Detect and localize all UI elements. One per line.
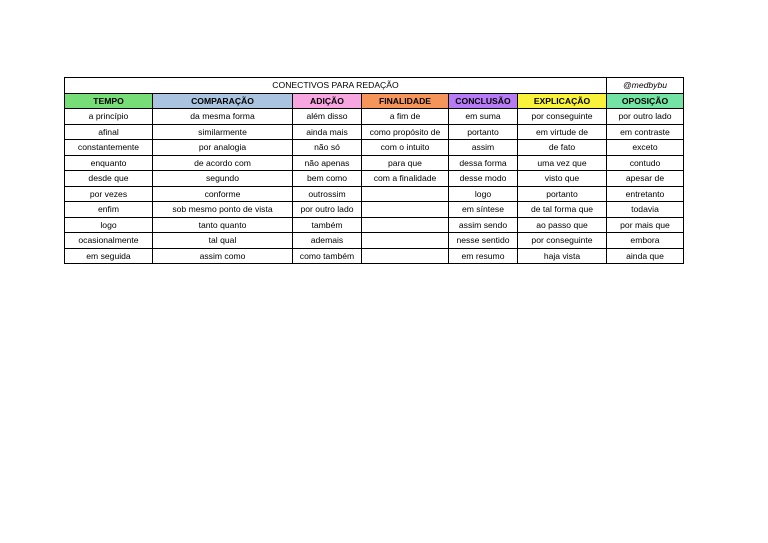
connective-cell-conclusao: nesse sentido <box>449 233 518 249</box>
connective-cell-tempo: ocasionalmente <box>65 233 153 249</box>
connective-cell-conclusao: logo <box>449 186 518 202</box>
connective-cell-finalidade <box>362 217 449 233</box>
connective-cell-tempo: afinal <box>65 124 153 140</box>
connective-cell-adicao: não só <box>293 140 362 156</box>
table-row <box>65 217 684 233</box>
connective-cell-conclusao: assim <box>449 140 518 156</box>
connective-cell-comparacao: tanto quanto <box>153 217 293 233</box>
connective-cell-explicacao: haja vista <box>518 248 607 264</box>
connective-cell-explicacao: por conseguinte <box>518 233 607 249</box>
connective-cell-explicacao: portanto <box>518 186 607 202</box>
connective-cell-conclusao: portanto <box>449 124 518 140</box>
connective-cell-tempo: em seguida <box>65 248 153 264</box>
table-row <box>65 124 684 140</box>
connective-cell-adicao: por outro lado <box>293 202 362 218</box>
connective-cell-comparacao: sob mesmo ponto de vista <box>153 202 293 218</box>
category-header-row <box>65 93 684 109</box>
connective-cell-conclusao: em suma <box>449 109 518 125</box>
column-header-conclusao: CONCLUSÃO <box>449 93 518 109</box>
connective-cell-conclusao: dessa forma <box>449 155 518 171</box>
connective-cell-adicao: além disso <box>293 109 362 125</box>
connective-cell-oposicao: entretanto <box>607 186 684 202</box>
column-header-explicacao: EXPLICAÇÃO <box>518 93 607 109</box>
connective-cell-conclusao: assim sendo <box>449 217 518 233</box>
connective-cell-tempo: por vezes <box>65 186 153 202</box>
connective-cell-oposicao: embora <box>607 233 684 249</box>
connective-cell-adicao: como também <box>293 248 362 264</box>
table-row <box>65 202 684 218</box>
connective-cell-oposicao: exceto <box>607 140 684 156</box>
connective-cell-adicao: também <box>293 217 362 233</box>
connective-cell-tempo: enfim <box>65 202 153 218</box>
table-row <box>65 140 684 156</box>
author-handle: @medbybu <box>607 78 684 94</box>
table-row <box>65 233 684 249</box>
table-row <box>65 109 684 125</box>
connective-cell-finalidade <box>362 248 449 264</box>
column-header-finalidade: FINALIDADE <box>362 93 449 109</box>
table-row <box>65 186 684 202</box>
connective-cell-explicacao: por conseguinte <box>518 109 607 125</box>
connectives-table <box>64 77 684 264</box>
connective-cell-conclusao: em resumo <box>449 248 518 264</box>
connective-cell-adicao: ademais <box>293 233 362 249</box>
connective-cell-finalidade <box>362 233 449 249</box>
column-header-tempo: TEMPO <box>65 93 153 109</box>
connective-cell-tempo: logo <box>65 217 153 233</box>
connective-cell-explicacao: de fato <box>518 140 607 156</box>
connective-cell-adicao: outrossim <box>293 186 362 202</box>
table-title: CONECTIVOS PARA REDAÇÃO <box>65 78 607 94</box>
connective-cell-conclusao: desse modo <box>449 171 518 187</box>
connective-cell-finalidade: com a finalidade <box>362 171 449 187</box>
connective-cell-oposicao: ainda que <box>607 248 684 264</box>
connective-cell-explicacao: visto que <box>518 171 607 187</box>
connective-cell-oposicao: apesar de <box>607 171 684 187</box>
connective-cell-conclusao: em síntese <box>449 202 518 218</box>
connective-cell-finalidade: para que <box>362 155 449 171</box>
table-body <box>65 109 684 264</box>
connective-cell-explicacao: uma vez que <box>518 155 607 171</box>
connective-cell-comparacao: de acordo com <box>153 155 293 171</box>
connective-cell-explicacao: de tal forma que <box>518 202 607 218</box>
table-row <box>65 171 684 187</box>
connective-cell-explicacao: em virtude de <box>518 124 607 140</box>
connective-cell-finalidade: como propósito de <box>362 124 449 140</box>
title-row <box>65 78 684 94</box>
column-header-adicao: ADIÇÃO <box>293 93 362 109</box>
connective-cell-oposicao: por mais que <box>607 217 684 233</box>
connective-cell-tempo: desde que <box>65 171 153 187</box>
connective-cell-comparacao: da mesma forma <box>153 109 293 125</box>
connective-cell-adicao: não apenas <box>293 155 362 171</box>
table-row <box>65 248 684 264</box>
connective-cell-comparacao: tal qual <box>153 233 293 249</box>
connective-cell-finalidade <box>362 202 449 218</box>
connective-cell-explicacao: ao passo que <box>518 217 607 233</box>
column-header-comparacao: COMPARAÇÃO <box>153 93 293 109</box>
connective-cell-oposicao: todavia <box>607 202 684 218</box>
connective-cell-finalidade: com o intuito <box>362 140 449 156</box>
connective-cell-finalidade <box>362 186 449 202</box>
connective-cell-adicao: ainda mais <box>293 124 362 140</box>
connective-cell-tempo: constantemente <box>65 140 153 156</box>
connective-cell-comparacao: por analogia <box>153 140 293 156</box>
connective-cell-comparacao: assim como <box>153 248 293 264</box>
table-row <box>65 155 684 171</box>
connective-cell-oposicao: por outro lado <box>607 109 684 125</box>
connective-cell-oposicao: contudo <box>607 155 684 171</box>
connective-cell-tempo: a princípio <box>65 109 153 125</box>
column-header-oposicao: OPOSIÇÃO <box>607 93 684 109</box>
connective-cell-tempo: enquanto <box>65 155 153 171</box>
connective-cell-finalidade: a fim de <box>362 109 449 125</box>
connective-cell-adicao: bem como <box>293 171 362 187</box>
connective-cell-oposicao: em contraste <box>607 124 684 140</box>
connective-cell-comparacao: similarmente <box>153 124 293 140</box>
connective-cell-comparacao: conforme <box>153 186 293 202</box>
connective-cell-comparacao: segundo <box>153 171 293 187</box>
